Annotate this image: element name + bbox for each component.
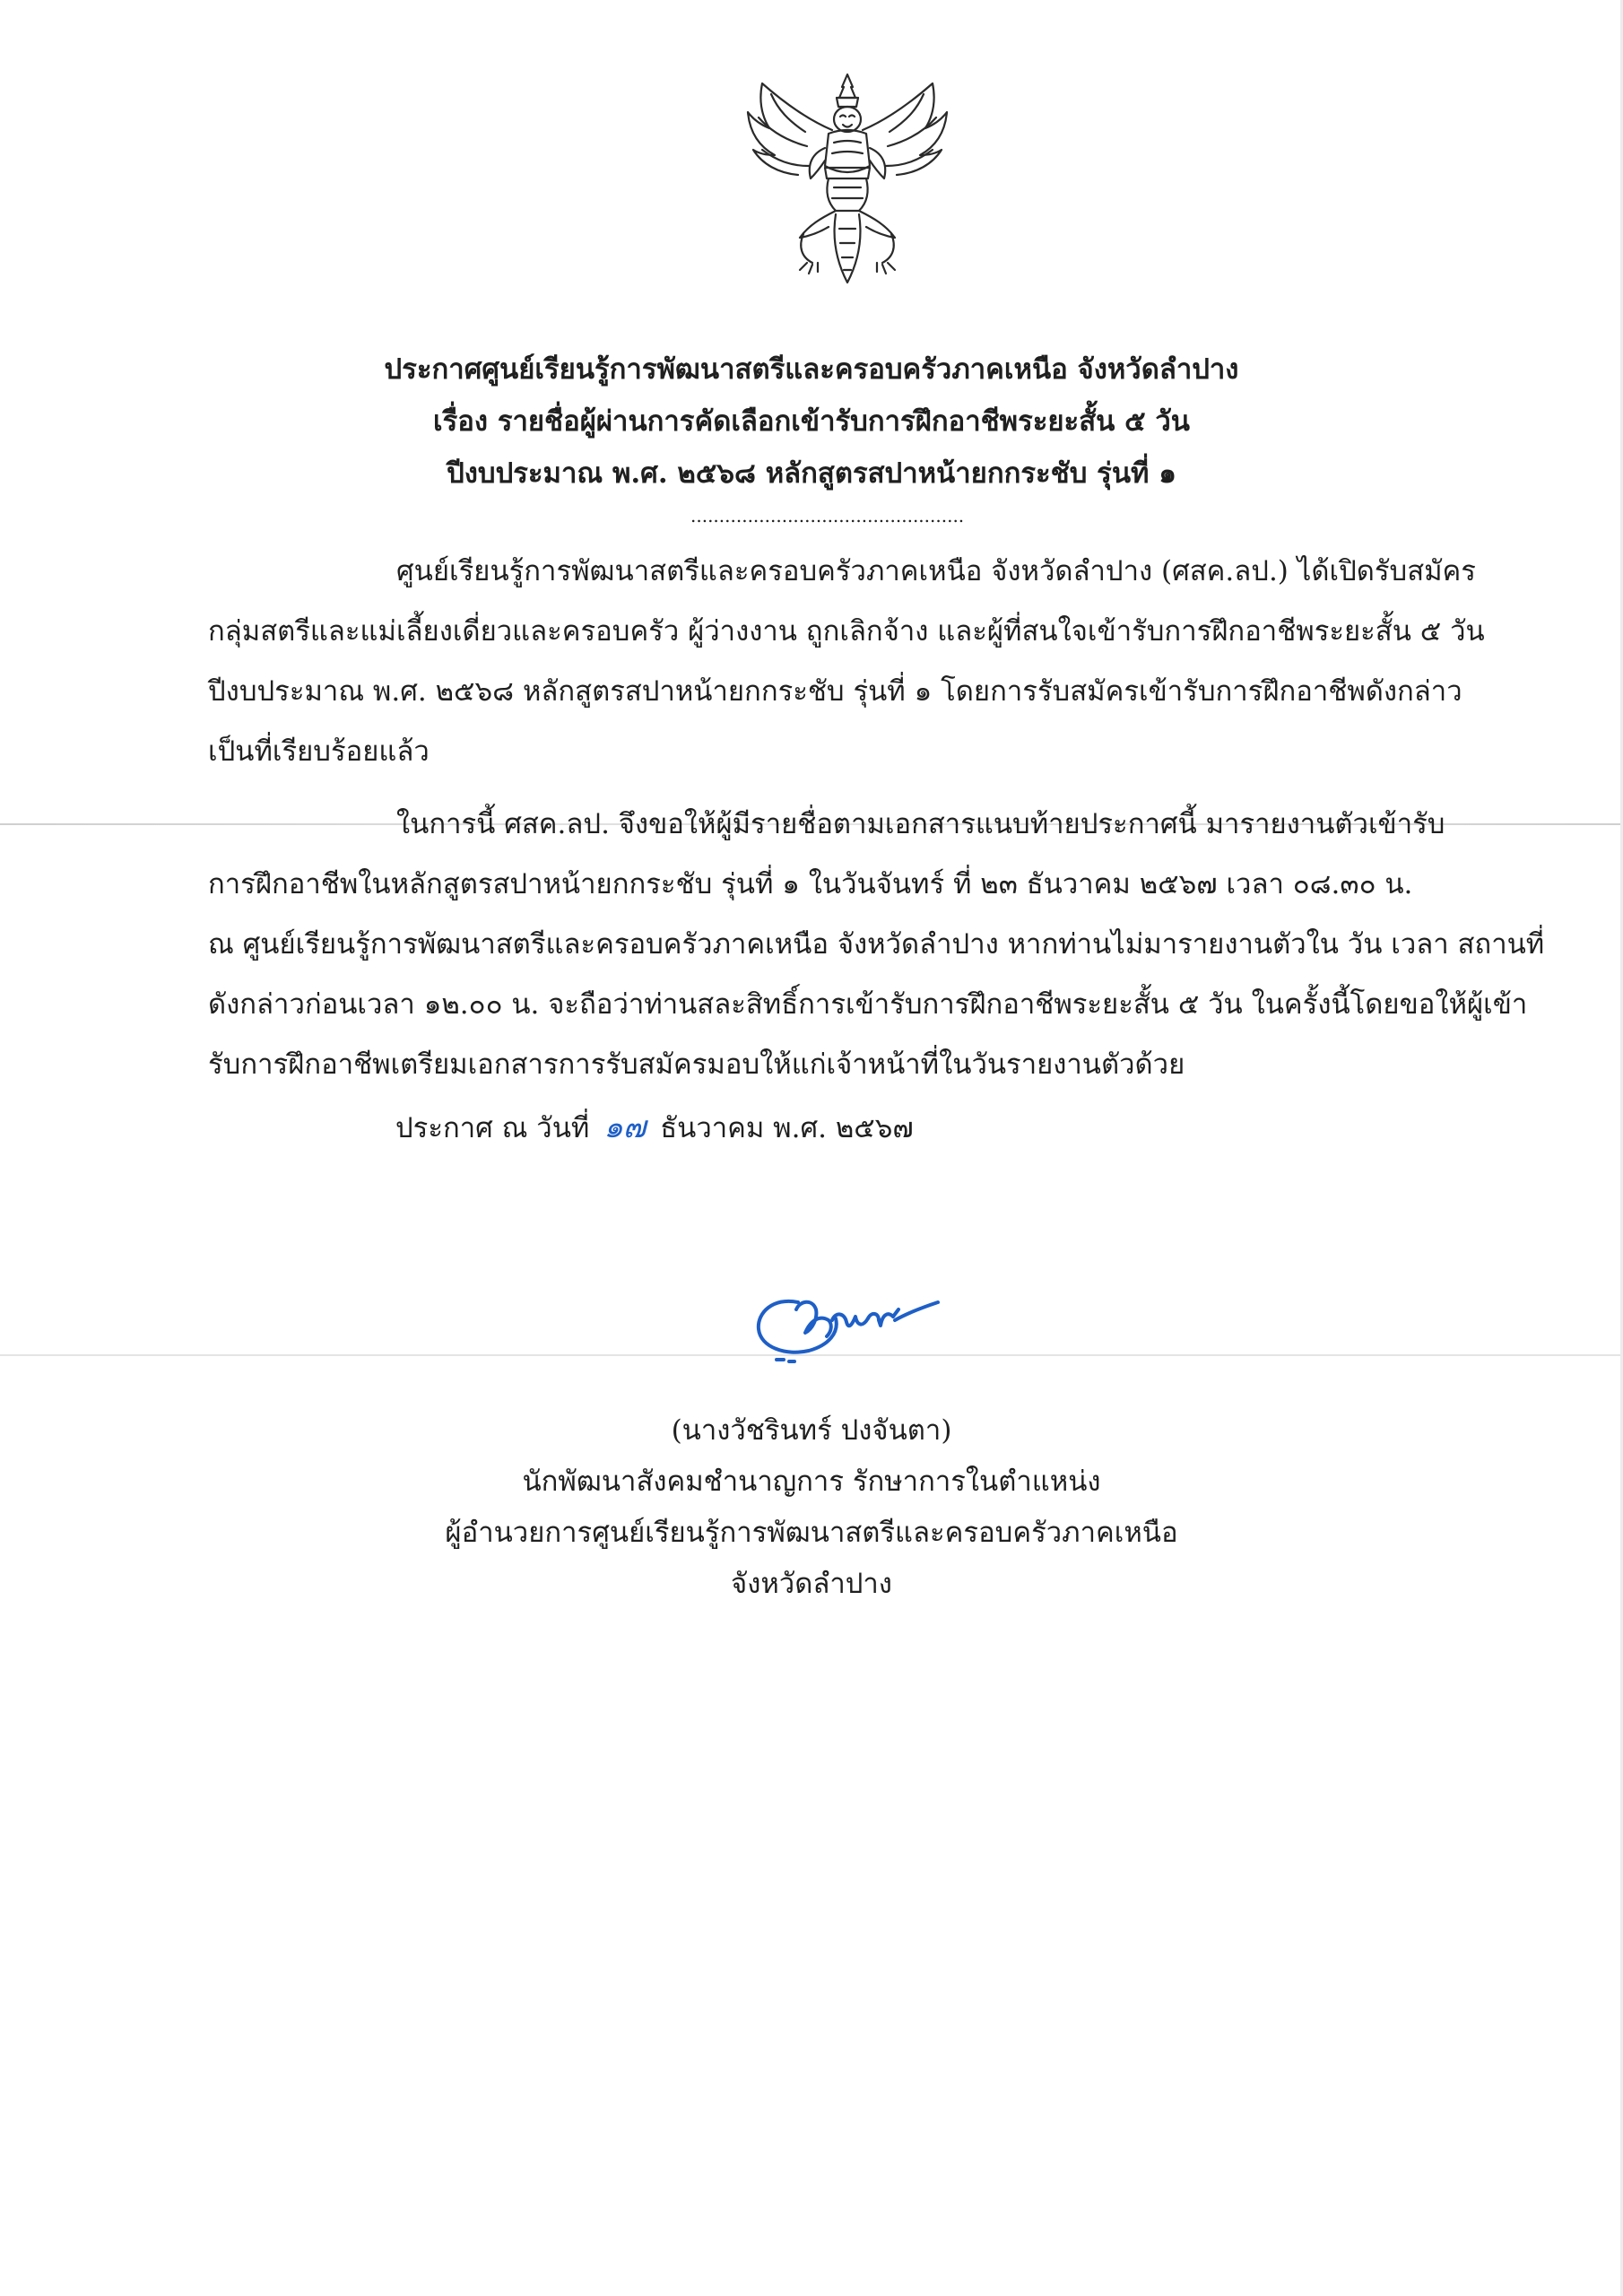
- paragraph-line: ปีงบประมาณ พ.ศ. ๒๕๖๘ หลักสูตรสปาหน้ายกกระชับ รุ่นที่ ๑ โดยการรับสมัครเข้ารับการฝึกอาชีพดังกล่าว: [208, 675, 1462, 708]
- dotted-separator: ................................................: [690, 505, 965, 526]
- paragraph-line: ดังกล่าวก่อนเวลา ๑๒.๐๐ น. จะถือว่าท่านสละสิทธิ์การเข้ารับการฝึกอาชีพระยะสั้น ๕ วัน ในครั้งนี้โดยขอให้ผู้เข้า: [208, 988, 1528, 1021]
- paragraph-line: การฝึกอาชีพในหลักสูตรสปาหน้ายกกระชับ รุ่นที่ ๑ ในวันจันทร์ ที่ ๒๓ ธันวาคม ๒๕๖๗ เวลา ๐๘.๓๐ น.: [208, 868, 1413, 900]
- paragraph-line: กลุ่มสตรีและแม่เลี้ยงเดี่ยวและครอบครัว ผู้ว่างงาน ถูกเลิกจ้าง และผู้ที่สนใจเข้ารับการฝึกอาชีพระยะสั้น ๕ วัน: [208, 615, 1485, 648]
- signer-position: จังหวัดลำปาง: [731, 1568, 892, 1600]
- date-suffix: ธันวาคม พ.ศ. ๒๕๖๗: [660, 1112, 914, 1144]
- announcement-title: ประกาศศูนย์เรียนรู้การพัฒนาสตรีและครอบครัวภาคเหนือ จังหวัดลำปาง: [384, 353, 1239, 386]
- paragraph-line: เป็นที่เรียบร้อยแล้ว: [208, 735, 430, 768]
- paragraph-line: ณ ศูนย์เรียนรู้การพัฒนาสตรีและครอบครัวภาคเหนือ จังหวัดลำปาง หากท่านไม่มารายงานตัวใน วัน เวลา สถานที่: [208, 928, 1545, 961]
- garuda-emblem-icon: [735, 67, 959, 309]
- signer-position: นักพัฒนาสังคมชำนาญการ รักษาการในตำแหน่ง: [522, 1465, 1101, 1498]
- body-paragraph-2: [208, 795, 1545, 1095]
- announcement-course: ปีงบประมาณ พ.ศ. ๒๕๖๘ หลักสูตรสปาหน้ายกกระชับ รุ่นที่ ๑: [447, 457, 1176, 490]
- paragraph-line: ศูนย์เรียนรู้การพัฒนาสตรีและครอบครัวภาคเหนือ จังหวัดลำปาง (ศสค.ลป.) ได้เปิดรับสมัคร: [396, 555, 1476, 587]
- announcement-date: [395, 1105, 914, 1151]
- signer-name: (นางวัชรินทร์ ปงจันตา): [671, 1414, 952, 1447]
- handwritten-day: ๑๗: [603, 1109, 647, 1145]
- body-paragraph-1: [208, 542, 1485, 782]
- paragraph-line: ในการนี้ ศสค.ลป. จึงขอให้ผู้มีรายชื่อตามเอกสารแนบท้ายประกาศนี้ มารายงานตัวเข้ารับ: [396, 808, 1445, 840]
- date-prefix: ประกาศ ณ วันที่: [395, 1112, 590, 1144]
- signer-position: ผู้อำนวยการศูนย์เรียนรู้การพัฒนาสตรีและครอบครัวภาคเหนือ: [445, 1517, 1178, 1549]
- paragraph-line: รับการฝึกอาชีพเตรียมเอกสารการรับสมัครมอบให้แก่เจ้าหน้าที่ในวันรายงานตัวด้วย: [208, 1048, 1185, 1081]
- announcement-subject: เรื่อง รายชื่อผู้ผ่านการคัดเลือกเข้ารับการฝึกอาชีพระยะสั้น ๕ วัน: [433, 405, 1190, 438]
- signature-icon: [746, 1274, 952, 1372]
